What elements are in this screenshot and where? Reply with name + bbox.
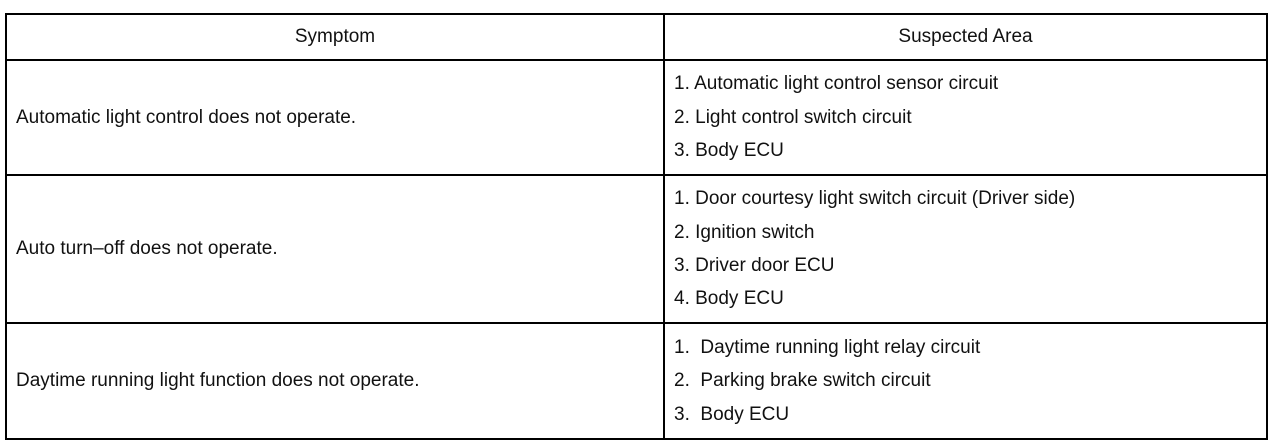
suspected-area-item: 2. Ignition switch (674, 221, 815, 243)
symptom-cell: Auto turn–off does not operate. (6, 175, 664, 323)
table-header-row (6, 14, 1267, 60)
suspected-area-item: 1. Daytime running light relay circuit (674, 336, 981, 358)
suspected-area-item: 3. Driver door ECU (674, 255, 835, 276)
header-symptom: Symptom (6, 14, 664, 60)
suspected-area-item: 4. Body ECU (674, 288, 784, 310)
suspected-area-item: 2. Parking brake switch circuit (674, 370, 931, 392)
table-row (6, 60, 1267, 175)
suspected-area-cell (664, 323, 1267, 439)
header-suspected-area: Suspected Area (664, 14, 1267, 60)
symptom-cell: Automatic light control does not operate. (6, 60, 664, 175)
symptom-cell: Daytime running light function does not operate. (6, 323, 664, 439)
troubleshooting-table-container (5, 13, 1266, 440)
suspected-area-item: 1. Automatic light control sensor circuit (674, 73, 999, 95)
suspected-area-cell (664, 175, 1267, 323)
suspected-area-item: 1. Door courtesy light switch circuit (Driver side) (674, 188, 1076, 210)
suspected-area-item: 2. Light control switch circuit (674, 106, 912, 128)
suspected-area-item: 3. Body ECU (674, 403, 790, 425)
suspected-area-cell (664, 60, 1267, 175)
symptom-table (5, 13, 1268, 440)
table-row (6, 175, 1267, 323)
suspected-area-item: 3. Body ECU (674, 140, 784, 162)
table-row (6, 323, 1267, 439)
